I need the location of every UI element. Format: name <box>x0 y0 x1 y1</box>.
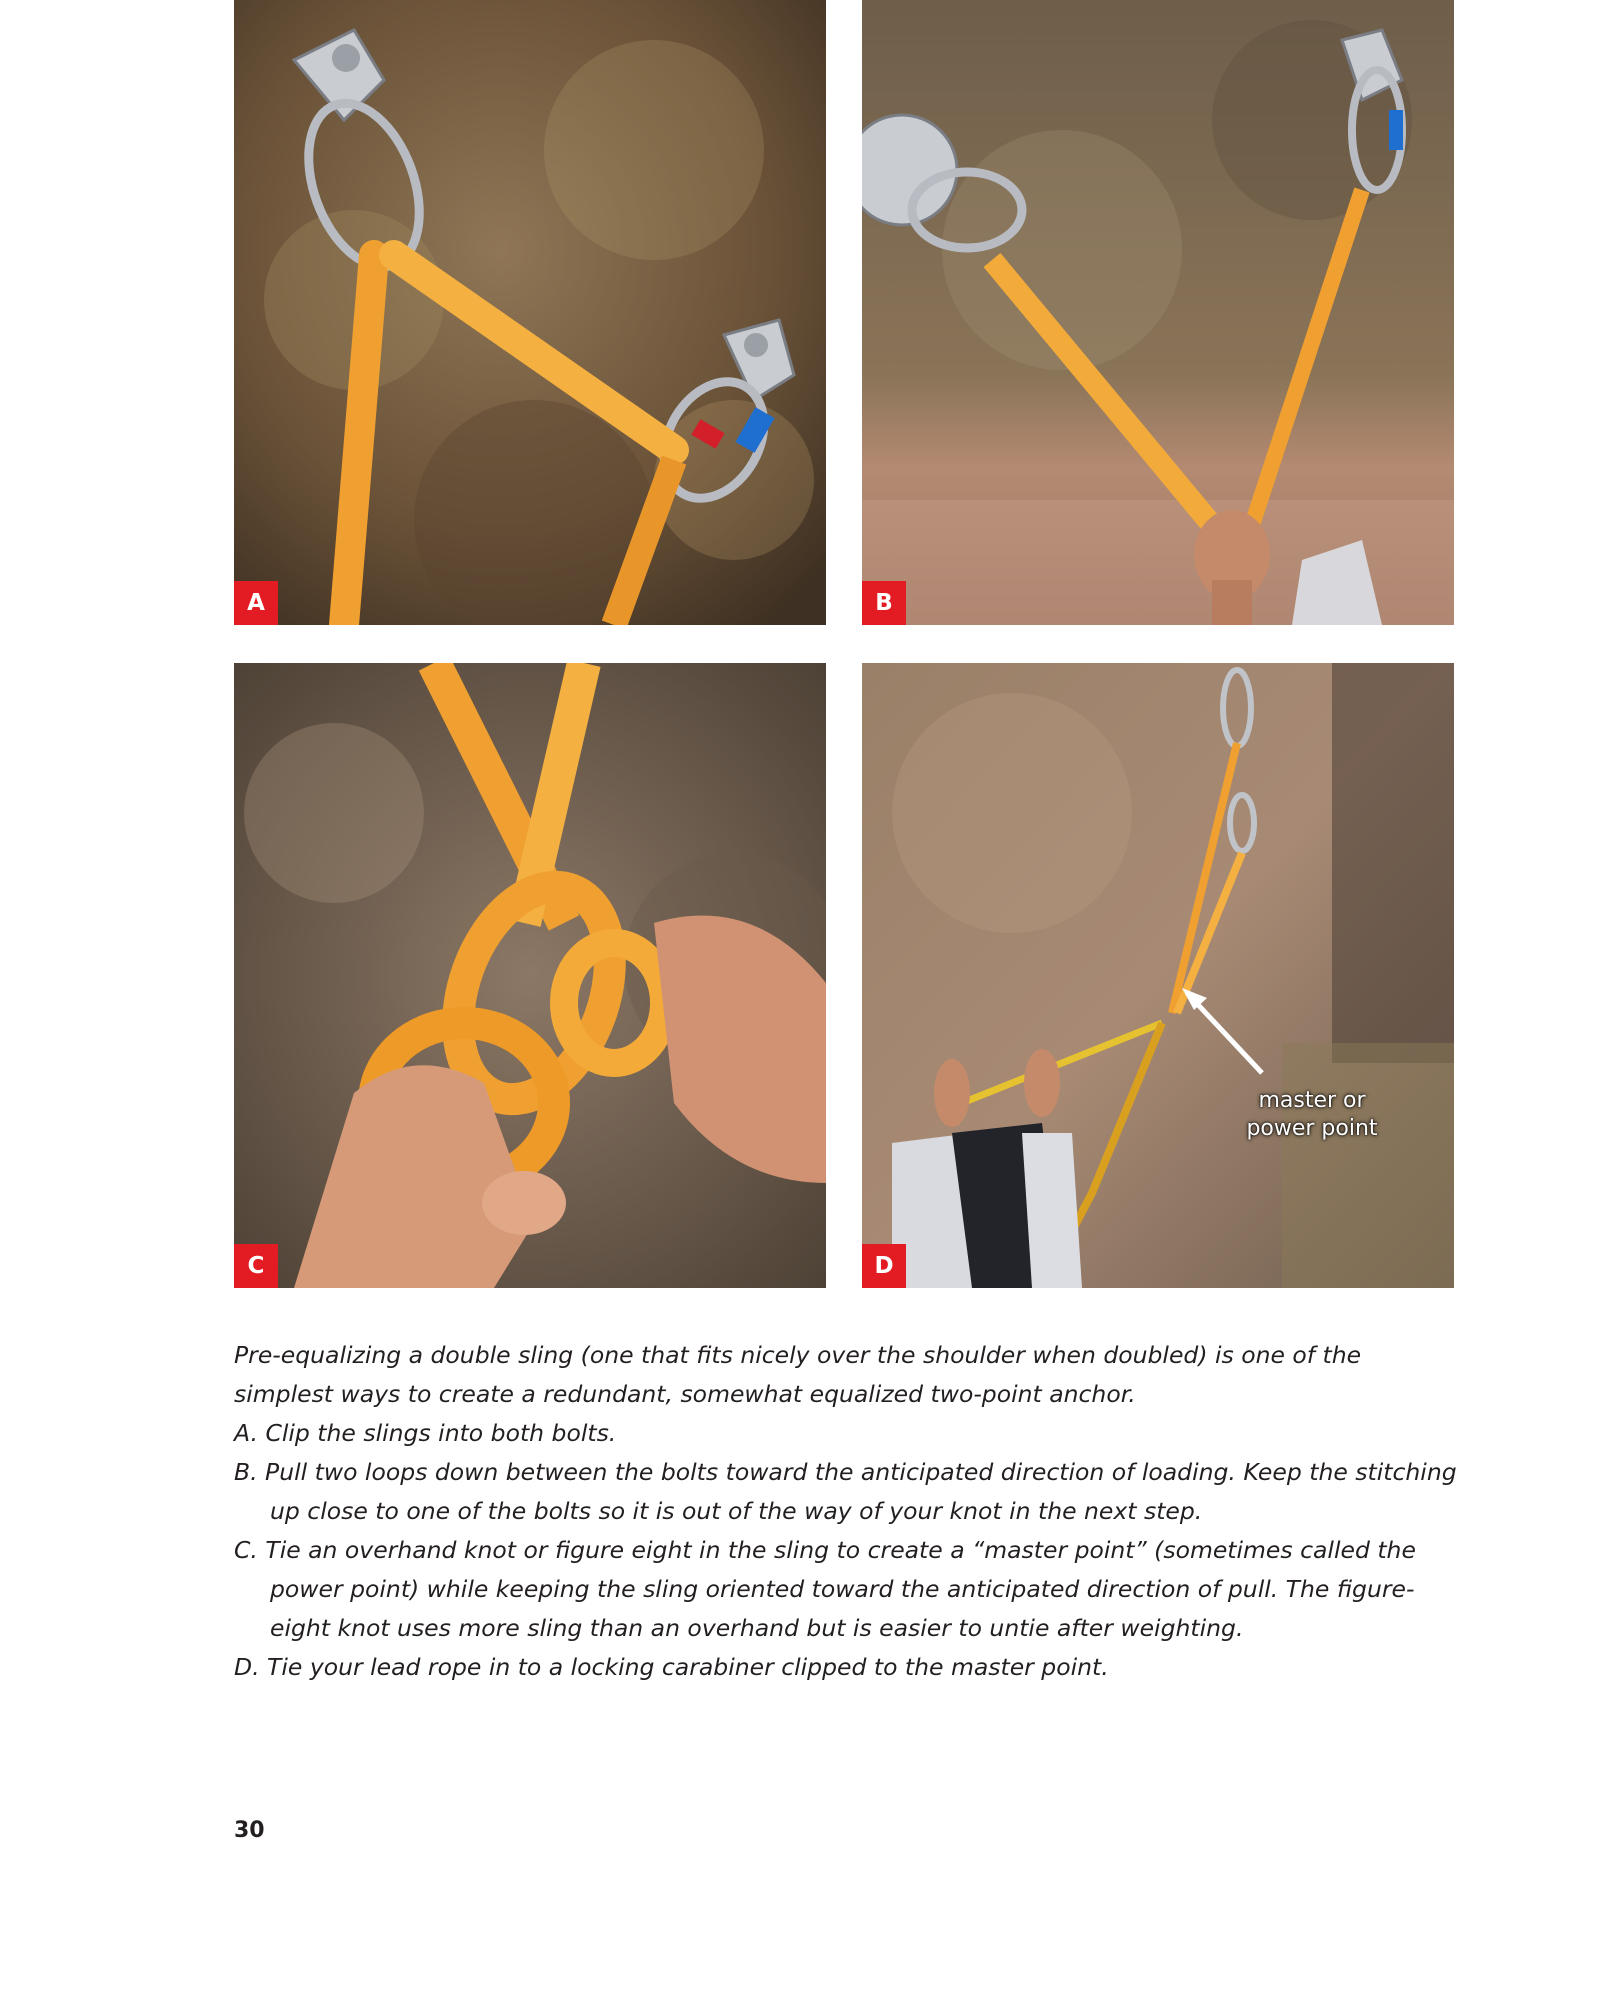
photo-sling-clipped-to-bolts <box>234 0 826 625</box>
caption-step-c: C. Tie an overhand knot or figure eight in the sling to create a “master point” (sometimes called the power point) while keeping the sling oriented toward the anticipated direction of pull. The figure-eight knot uses more sling than an overhand but is easier to untie after weighting. <box>234 1536 1416 1642</box>
panel-label-c: C <box>234 1244 278 1288</box>
panel-label-d: D <box>862 1244 906 1288</box>
callout-line-1: master or <box>1258 1088 1366 1113</box>
photo-panel-b <box>862 0 1454 625</box>
caption-intro: Pre-equalizing a double sling (one that fits nicely over the shoulder when doubled) is one of the simplest ways to create a redundant, somewhat equalized two-point anchor. <box>234 1341 1362 1408</box>
callout-line-2: power point <box>1246 1116 1378 1141</box>
caption-step-a: A. Clip the slings into both bolts. <box>234 1419 617 1447</box>
photo-panel-a <box>234 0 826 625</box>
caption-step-b: B. Pull two loops down between the bolts toward the anticipated direction of loading. Keep the stitching up close to one of the bolts so it is out of the way of your knot in the next step. <box>234 1458 1457 1525</box>
figure-caption <box>234 1336 1464 1687</box>
caption-step-d: D. Tie your lead rope in to a locking carabiner clipped to the master point. <box>234 1653 1109 1681</box>
panel-label-a: A <box>234 581 278 625</box>
photo-loops-pulled-down <box>862 0 1454 625</box>
photo-tying-knot <box>234 663 826 1288</box>
master-point-callout <box>1227 1087 1397 1143</box>
photo-master-point-anchor <box>862 663 1454 1288</box>
photo-panel-c <box>234 663 826 1288</box>
photo-panel-d <box>862 663 1454 1288</box>
page-number: 30 <box>234 1818 265 1843</box>
panel-label-b: B <box>862 581 906 625</box>
